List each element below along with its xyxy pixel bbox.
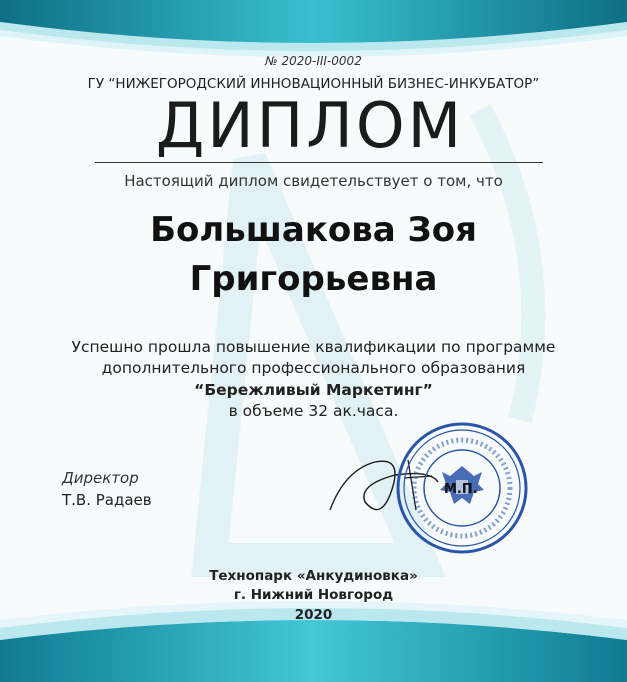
body-text-line2: дополнительного профессионального образования [101,359,526,377]
intro-text: Настоящий диплом свидетельствует о том, что [124,172,503,190]
seal-mark-label: М.П. [444,482,478,497]
director-title: Директор [62,469,139,487]
organization-name: ГУ “НИЖЕГОРОДСКИЙ ИННОВАЦИОННЫЙ БИЗНЕС-ИНКУБАТОР” [87,76,540,92]
director-name: Т.В. Радаев [62,491,152,509]
footer-city: г. Нижний Новгород [233,587,394,603]
body-text-line1: Успешно прошла повышение квалификации по программе [71,338,556,356]
footer-year: 2020 [294,607,333,623]
recipient-name-line2: Григорьевна [189,259,438,299]
diploma-title: ДИПЛОМ [155,89,465,162]
recipient-name-line1: Большакова Зоя [150,210,477,250]
title-divider [95,162,543,163]
program-name: “Бережливый Маркетинг” [194,381,433,399]
footer-place: Технопарк «Анкудиновка» [209,568,418,584]
diploma-number: № 2020-III-0002 [265,54,362,68]
course-volume: в объеме 32 ак.часа. [228,402,399,420]
